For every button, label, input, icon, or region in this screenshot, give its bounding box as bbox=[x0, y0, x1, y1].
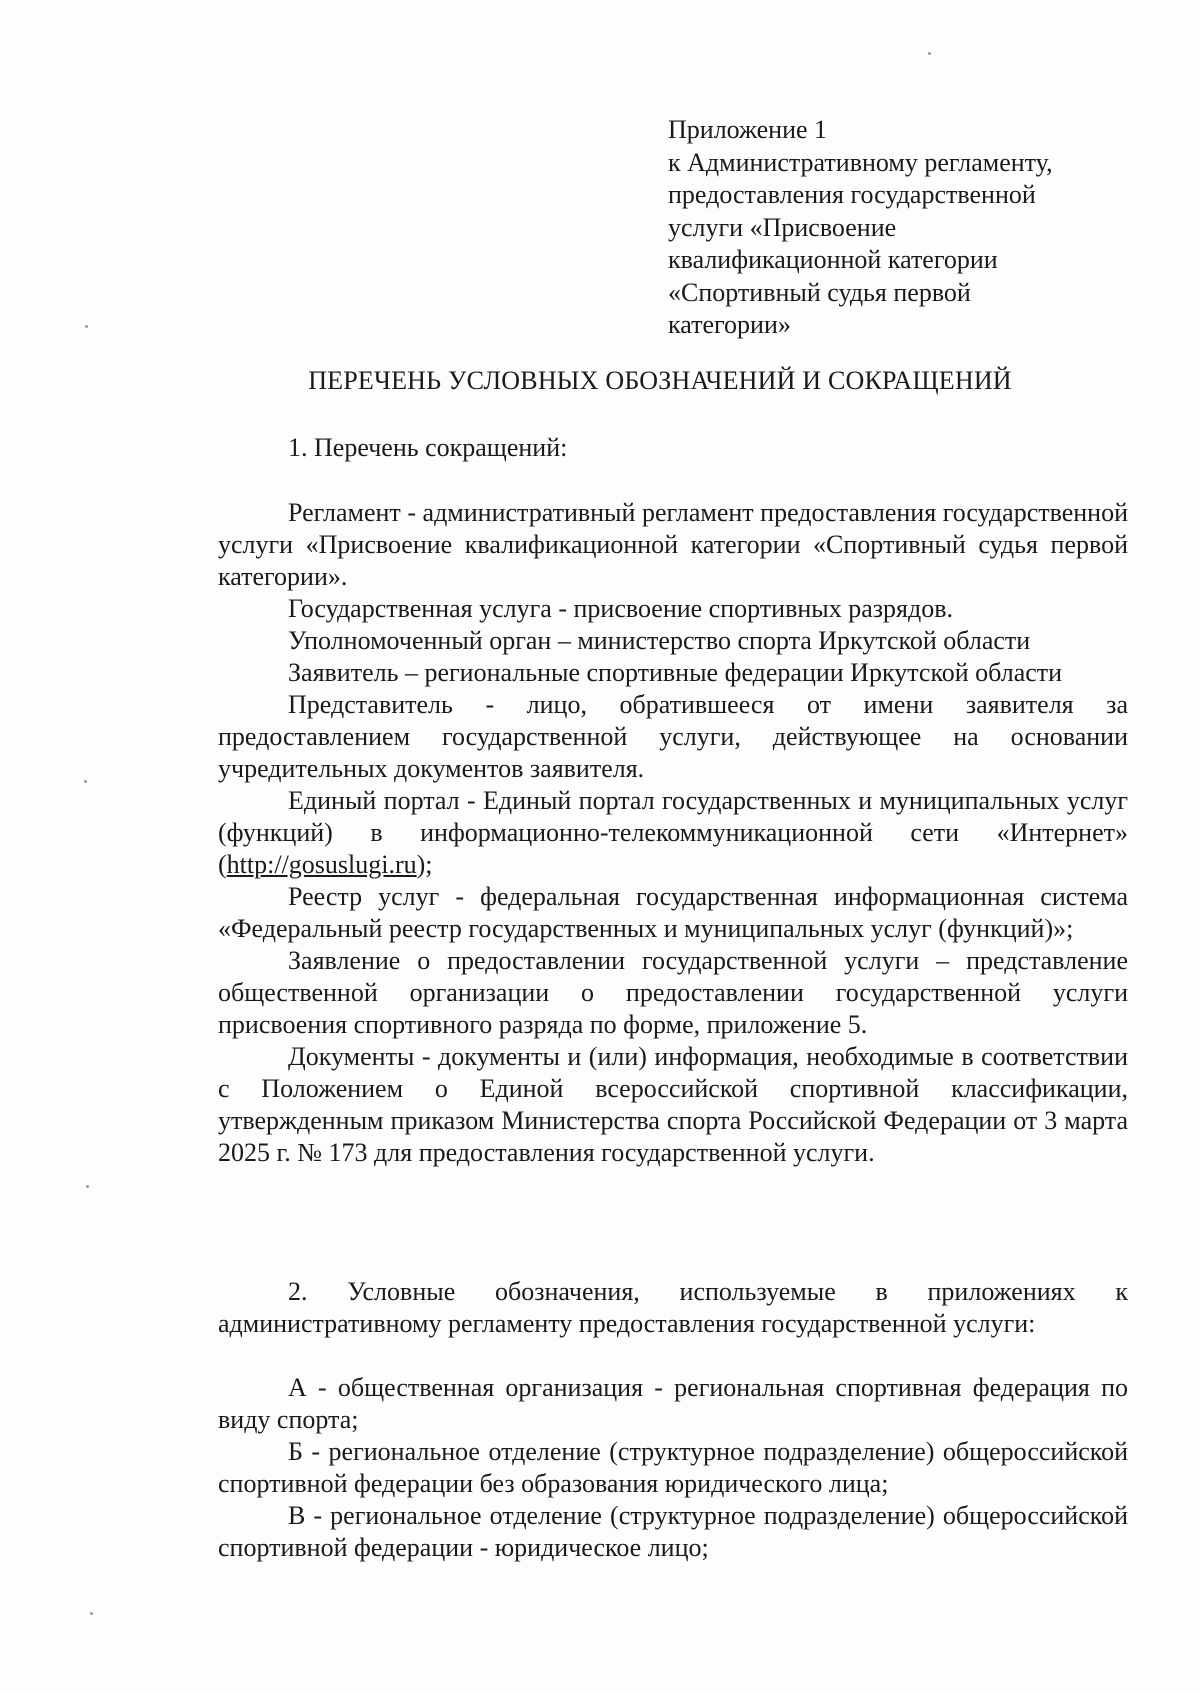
appendix-header-line: «Спортивный судья первой bbox=[668, 277, 971, 307]
appendix-header-line: предоставления государственной bbox=[668, 180, 1036, 209]
document-title: ПЕРЕЧЕНЬ УСЛОВНЫХ ОБОЗНАЧЕНИЙ И СОКРАЩЕНИЙ bbox=[308, 366, 1012, 395]
scan-speck bbox=[928, 52, 931, 55]
section-2-intro bbox=[218, 1276, 1128, 1340]
section-2-heading: 2. Условные обозначения, используемые в приложениях к административному регламенту предоставления государственной услуги: bbox=[218, 1277, 1128, 1338]
scan-speck bbox=[90, 1612, 93, 1615]
abbreviation-paragraph: Заявление о предоставлении государственной услуги – представление общественной организации о предоставлении государственной услуги присвоения спортивного разряда по форме, приложение 5. bbox=[218, 946, 1128, 1039]
abbreviation-paragraph: Документы - документы и (или) информация, необходимые в соответствии с Положением о Единой всероссийской спортивной классификации, утвержденным приказом Министерства спорта Российской Федерации от 3 марта 2025 г. № 173 для предоставления государственной услуги. bbox=[218, 1042, 1128, 1167]
appendix-header-line: категории» bbox=[668, 310, 791, 339]
abbreviation-paragraph: Представитель - лицо, обратившееся от имени заявителя за предоставлением государственной услуги, действующее на основании учредительных документов заявителя. bbox=[218, 690, 1128, 783]
designation-item: А - общественная организация - региональная спортивная федерация по виду спорта; bbox=[218, 1373, 1128, 1434]
abbreviation-paragraph: Заявитель – региональные спортивные федерации Иркутской области bbox=[288, 658, 1063, 687]
portal-text-before: Единый портал - Единый портал государственных и муниципальных услуг (функций) в информационно-телекоммуникационной сети «Интернет» ( bbox=[218, 786, 1128, 879]
portal-text-after: ); bbox=[416, 850, 433, 879]
appendix-header bbox=[668, 114, 1138, 342]
scan-speck bbox=[85, 325, 88, 328]
abbreviation-paragraph: Реестр услуг - федеральная государственная информационная система «Федеральный реестр государственных и муниципальных услуг (функций)»; bbox=[218, 882, 1128, 943]
designation-item: В - региональное отделение (структурное подразделение) общероссийской спортивной федерации - юридическое лицо; bbox=[218, 1501, 1128, 1562]
scan-speck bbox=[84, 780, 87, 783]
appendix-header-line: услуги «Присвоение bbox=[668, 212, 897, 242]
portal-paragraph bbox=[218, 785, 1128, 881]
appendix-header-line: квалификационной категории bbox=[668, 245, 998, 274]
appendix-header-line: Приложение 1 bbox=[668, 115, 828, 144]
appendix-header-line: к Административному регламенту, bbox=[668, 147, 1053, 177]
abbreviation-paragraph: Уполномоченный орган – министерство спорта Иркутской области bbox=[288, 626, 1031, 655]
abbreviation-paragraph: Государственная услуга - присвоение спортивных разрядов. bbox=[288, 594, 954, 623]
abbreviations-list bbox=[218, 497, 1128, 1169]
gosuslugi-link[interactable]: http://gosuslugi.ru bbox=[226, 850, 417, 879]
scan-speck bbox=[86, 1185, 89, 1188]
designations-list bbox=[218, 1372, 1128, 1564]
section-1-heading: 1. Перечень сокращений: bbox=[288, 433, 568, 462]
designation-item: Б - региональное отделение (структурное подразделение) общероссийской спортивной федерации без образования юридического лица; bbox=[218, 1437, 1128, 1498]
abbreviation-paragraph: Регламент - административный регламент предоставления государственной услуги «Присвоение квалификационной категории «Спортивный судья первой категории». bbox=[218, 498, 1128, 591]
